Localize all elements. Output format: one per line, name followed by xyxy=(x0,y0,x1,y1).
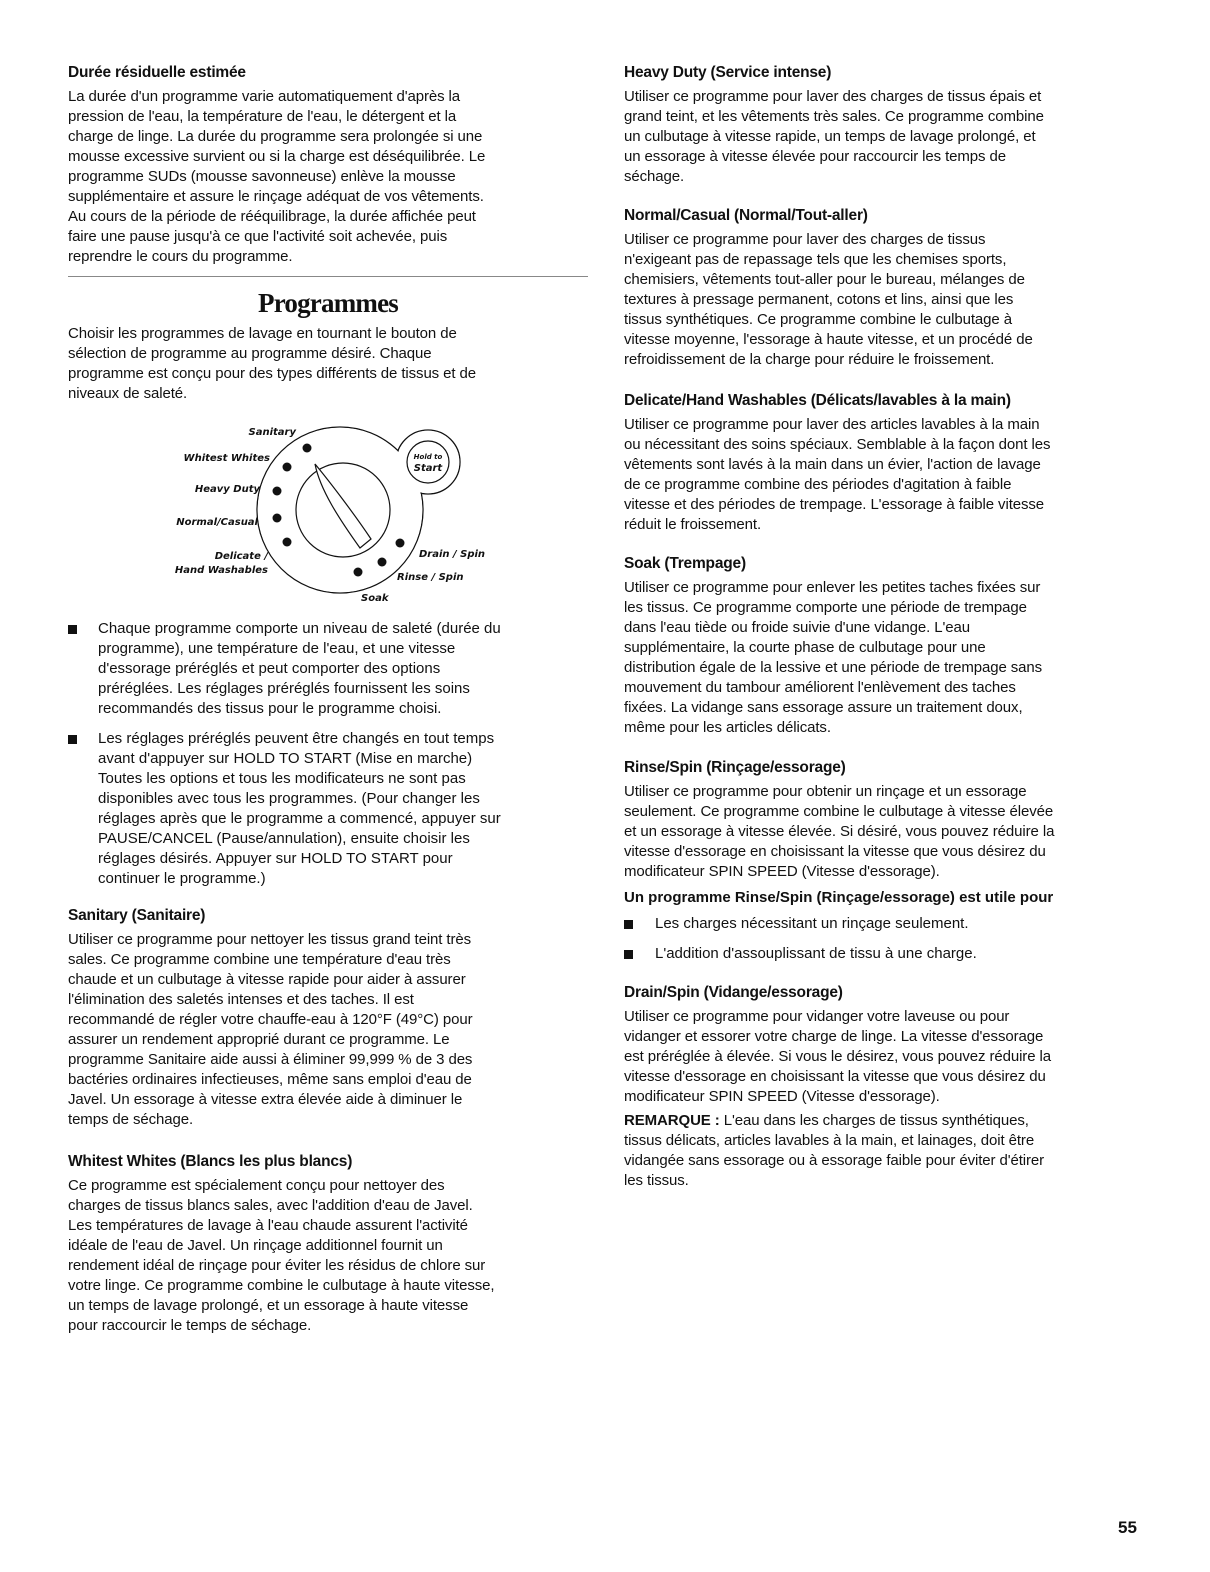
rinse-useful-heading: Un programme Rinse/Spin (Rinçage/essorage) est utile pour xyxy=(624,889,1054,906)
page-number: 55 xyxy=(1118,1518,1137,1537)
bullet-text: Chaque programme comporte un niveau de saleté (durée du programme), une température de l'eau, et une vitesse d'essorage préréglés et peut comporter des options préréglées. Les réglages préréglés fournissent les soins recommandés des tissus pour le programme choisi. xyxy=(98,620,501,717)
bullet-item xyxy=(68,729,593,889)
heading-duree: Durée résiduelle estimée xyxy=(68,64,246,81)
section-rinse xyxy=(624,758,1149,974)
heading-soak: Soak (Trempage) xyxy=(624,555,746,572)
heading-heavy-duty: Heavy Duty (Service intense) xyxy=(624,64,832,81)
section-soak xyxy=(624,554,1149,738)
bullet-square-icon xyxy=(68,735,77,744)
program-bullets xyxy=(68,619,593,899)
bullet-text: L'addition d'assouplissant de tissu à une charge. xyxy=(655,945,977,962)
page-title: Programmes xyxy=(258,288,398,318)
label-normal-casual: Normal/Casual xyxy=(176,517,258,528)
bullet-square-icon xyxy=(624,950,633,959)
divider xyxy=(68,276,588,277)
bullet-item xyxy=(68,619,593,719)
text-soak: Utiliser ce programme pour enlever les petites taches fixées sur les tissus. Ce programme comporte une période de trempage dans l'eau tiède ou froide suivie d'une vidange. L'eau supplémentaire, la courte phase de culbutage pour une distribution égale de la lessive et une période de trempage sans mouvement du tambour améliorent l'enlèvement des taches fixées. La vidange sans essorage assure un traitement doux, même pour les articles délicats. xyxy=(624,579,1043,736)
bullet-item xyxy=(624,914,1149,934)
label-drain-spin: Drain / Spin xyxy=(419,549,486,560)
text-sanitary: Utiliser ce programme pour nettoyer les tissus grand teint très sales. Ce programme combine une température d'eau très chaude et un culbutage à vitesse rapide pour aider à assurer l'élimination des saletés intenses et des taches. Il est recommandé de régler votre chauffe-eau à 120°F (49°C) pour assurer un rendement approprié durant ce programme. Le programme Sanitaire aide aussi à éliminer 99,999 % de 3 des bactéries ordinaires infectieuses, même sans emploi d'eau de Javel. Un essorage à vitesse extra élevée aide à diminuer le temps de séchage. xyxy=(68,931,473,1128)
bullet-item xyxy=(624,944,1149,964)
section-whitest xyxy=(68,1152,593,1336)
label-whitest-whites: Whitest Whites xyxy=(183,453,270,464)
heading-delicate: Delicate/Hand Washables (Délicats/lavables à la main) xyxy=(624,392,1011,409)
bullet-text: Les réglages préréglés peuvent être changés en tout temps avant d'appuyer sur HOLD TO START (Mise en marche) Toutes les options et tous les modificateurs ne sont pas disponibles avec tous les programmes. (Pour changer les réglages après que le programme a commencé, appuyer sur PAUSE/CANCEL (Pause/annulation), ensuite choisir les réglages désirés. Appuyer sur HOLD TO START pour continuer le programme.) xyxy=(98,730,501,887)
bullet-square-icon xyxy=(68,625,77,634)
text-rinse: Utiliser ce programme pour obtenir un rinçage et un essorage seulement. Ce programme combine le culbutage à vitesse élevée et un essorage à vitesse élevée. Si désiré, vous pouvez réduire la vitesse d'essorage en choisissant la vitesse que vous désirez du modificateur SPIN SPEED (Vitesse d'essorage). xyxy=(624,783,1055,880)
section-normal xyxy=(624,206,1149,370)
text-whitest: Ce programme est spécialement conçu pour nettoyer des charges de tissus blancs sales, avec l'addition d'eau de Javel. Les températures de lavage à l'eau chaude assurent l'activité idéale de l'eau de Javel. Un rinçage additionnel fournit un rendement idéal de rinçage pour éviter les résidus de chlore sur votre linge. Ce programme combine le culbutage à haute vitesse, un temps de lavage prolongé, et un essorage à haute vitesse pour raccourcir le temps de séchage. xyxy=(68,1177,495,1334)
intro-text: Choisir les programmes de lavage en tournant le bouton de sélection de programme au programme désiré. Chaque programme est conçu pour des types différents de tissus et de niveaux de saleté. xyxy=(68,325,477,402)
section-delicate xyxy=(624,391,1149,535)
text-delicate: Utiliser ce programme pour laver des articles lavables à la main ou nécessitant des soins spéciaux. Semblable à la façon dont les vêtements sont lavés à la main dans un évier, l'action de lavage de ce programme combine des périodes d'agitation à faible vitesse et des périodes de trempage. L'essorage à faible vitesse réduit le froissement. xyxy=(624,416,1051,533)
label-hand-washables: Hand Washables xyxy=(174,565,268,576)
hold-to-start-button xyxy=(407,441,449,483)
text-duree: La durée d'un programme varie automatiquement d'après la pression de l'eau, la température de l'eau, le détergent et la charge de linge. La durée du programme sera prolongée si une mousse excessive survient ou si la charge est déséquilibrée. Le programme SUDs (mousse savonneuse) enlève la mousse supplémentaire et assure le rinçage adéquat de vos vêtements. Au cours de la période de rééquilibrage, la durée affichée peut faire une pause jusqu'à ce que l'activité soit achevée, puis reprendre le cours du programme. xyxy=(68,88,486,265)
program-dial-diagram xyxy=(170,410,490,610)
intro xyxy=(68,324,593,404)
button-label-2: Start xyxy=(413,463,443,474)
bullet-square-icon xyxy=(624,920,633,929)
text-drain: Utiliser ce programme pour vidanger votre laveuse ou pour vidanger et essorer votre charge de linge. La vitesse d'essorage est préréglée à élevée. Si vous le désirez, vous pouvez réduire la vitesse d'essorage en choisissant la vitesse que vous désirez du modificateur SPIN SPEED (Vitesse d'essorage). xyxy=(624,1008,1051,1105)
heading-sanitary: Sanitary (Sanitaire) xyxy=(68,907,206,924)
label-delicate: Delicate / xyxy=(214,551,268,562)
section-duree xyxy=(68,63,593,267)
label-heavy-duty: Heavy Duty xyxy=(194,484,260,495)
note-text: L'eau dans les charges de tissus synthétiques, tissus délicats, articles lavables à la main, et lainages, doit être vidangée sans essorage ou à essorage faible pour éviter d'étirer les tissus. xyxy=(624,1112,1045,1189)
heading-whitest: Whitest Whites (Blancs les plus blancs) xyxy=(68,1153,353,1170)
label-soak: Soak xyxy=(361,593,389,604)
heading-normal: Normal/Casual (Normal/Tout-aller) xyxy=(624,207,868,224)
section-sanitary xyxy=(68,906,593,1130)
bullet-text: Les charges nécessitant un rinçage seulement. xyxy=(655,915,969,932)
heading-drain: Drain/Spin (Vidange/essorage) xyxy=(624,984,843,1001)
note-label: REMARQUE : xyxy=(624,1112,720,1129)
text-normal: Utiliser ce programme pour laver des charges de tissus n'exigeant pas de repassage tels que les chemises sports, chemisiers, vêtements tout-aller pour le bureau, mélanges de textures à pressage permanent, cotons et lins, ainsi que les tissus synthétiques. Ce programme combine le culbutage à vitesse moyenne, l'essorage à haute vitesse, et un procédé de refroidissement de la charge pour réduire le froissement. xyxy=(624,231,1033,368)
section-drain xyxy=(624,983,1149,1191)
text-heavy-duty: Utiliser ce programme pour laver des charges de tissus épais et grand teint, et les vêtements très sales. Ce programme combine un culbutage à vitesse rapide, un temps de lavage prolongé, et un essorage à vitesse élevée pour raccourcir les temps de séchage. xyxy=(624,88,1044,185)
note xyxy=(624,1111,1149,1191)
label-sanitary: Sanitary xyxy=(248,427,296,438)
heading-rinse: Rinse/Spin (Rinçage/essorage) xyxy=(624,759,846,776)
button-label-1: Hold to xyxy=(413,453,443,461)
label-rinse-spin: Rinse / Spin xyxy=(397,572,464,583)
section-heavy-duty xyxy=(624,63,1149,187)
